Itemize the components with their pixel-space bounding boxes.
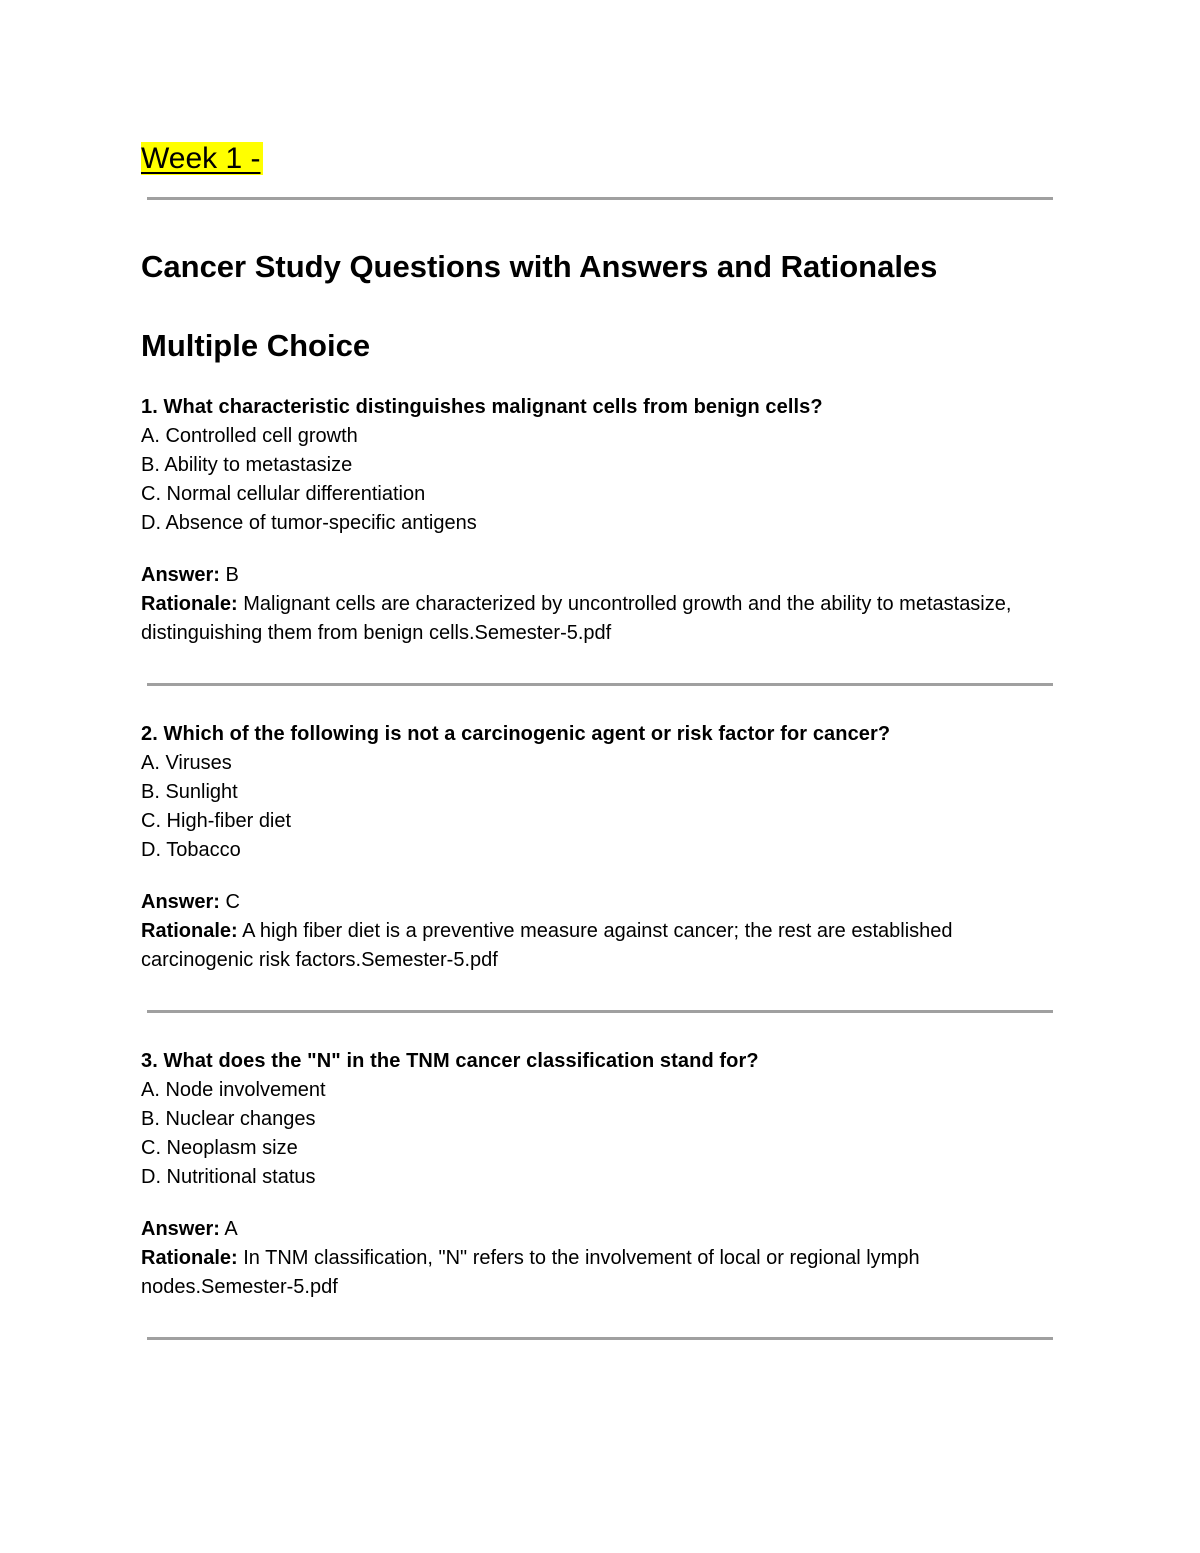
option-b: B. Sunlight (141, 781, 238, 803)
answer-label: Answer: (141, 564, 220, 586)
rationale-line (141, 1244, 1061, 1302)
rationale-label: Rationale: (141, 920, 238, 942)
week-heading (141, 140, 263, 178)
option-a: A. Viruses (141, 752, 232, 774)
question-block-1 (141, 393, 1061, 648)
answer-label: Answer: (141, 1218, 220, 1240)
rationale-line (141, 917, 1061, 975)
horizontal-rule (147, 1010, 1053, 1013)
week-heading-text: Week 1 - (141, 142, 261, 175)
option-c: C. Neoplasm size (141, 1137, 298, 1159)
answer-value: A (224, 1218, 238, 1240)
horizontal-rule (147, 683, 1053, 686)
answer-label: Answer: (141, 891, 220, 913)
question-text: 3. What does the "N" in the TNM cancer classification stand for? (141, 1050, 759, 1072)
option-a: A. Controlled cell growth (141, 425, 358, 447)
answer-options (141, 749, 1061, 865)
horizontal-rule (147, 1337, 1053, 1340)
answer-line (141, 888, 1061, 917)
option-b: B. Ability to metastasize (141, 454, 353, 476)
section-title: Multiple Choice (141, 328, 371, 363)
option-a: A. Node involvement (141, 1079, 326, 1101)
answer-options (141, 422, 1061, 538)
rationale-line (141, 590, 1061, 648)
question-text: 2. Which of the following is not a carcinogenic agent or risk factor for cancer? (141, 723, 891, 745)
option-c: C. High-fiber diet (141, 810, 292, 832)
option-d: D. Absence of tumor-specific antigens (141, 512, 477, 534)
option-c: C. Normal cellular differentiation (141, 483, 426, 505)
answer-value: B (225, 564, 239, 586)
rationale-label: Rationale: (141, 593, 238, 615)
horizontal-rule (147, 197, 1053, 200)
option-d: D. Tobacco (141, 839, 241, 861)
rationale-label: Rationale: (141, 1247, 238, 1269)
rationale-text: In TNM classification, "N" refers to the involvement of local or regional lymph nodes.Semester-5.pdf (141, 1247, 920, 1298)
rationale-text: A high fiber diet is a preventive measure against cancer; the rest are established carcinogenic risk factors.Semester-5.pdf (141, 920, 953, 971)
answer-options (141, 1076, 1061, 1192)
option-b: B. Nuclear changes (141, 1108, 316, 1130)
question-block-3 (141, 1047, 1061, 1302)
document-title: Cancer Study Questions with Answers and Rationales (141, 249, 938, 284)
answer-value: C (225, 891, 240, 913)
option-d: D. Nutritional status (141, 1166, 316, 1188)
answer-line (141, 1215, 1061, 1244)
question-text: 1. What characteristic distinguishes malignant cells from benign cells? (141, 396, 823, 418)
question-block-2 (141, 720, 1061, 975)
rationale-text: Malignant cells are characterized by uncontrolled growth and the ability to metastasize, distinguishing them from benign cells.Semester-5.pdf (141, 593, 1012, 644)
answer-line (141, 561, 1061, 590)
